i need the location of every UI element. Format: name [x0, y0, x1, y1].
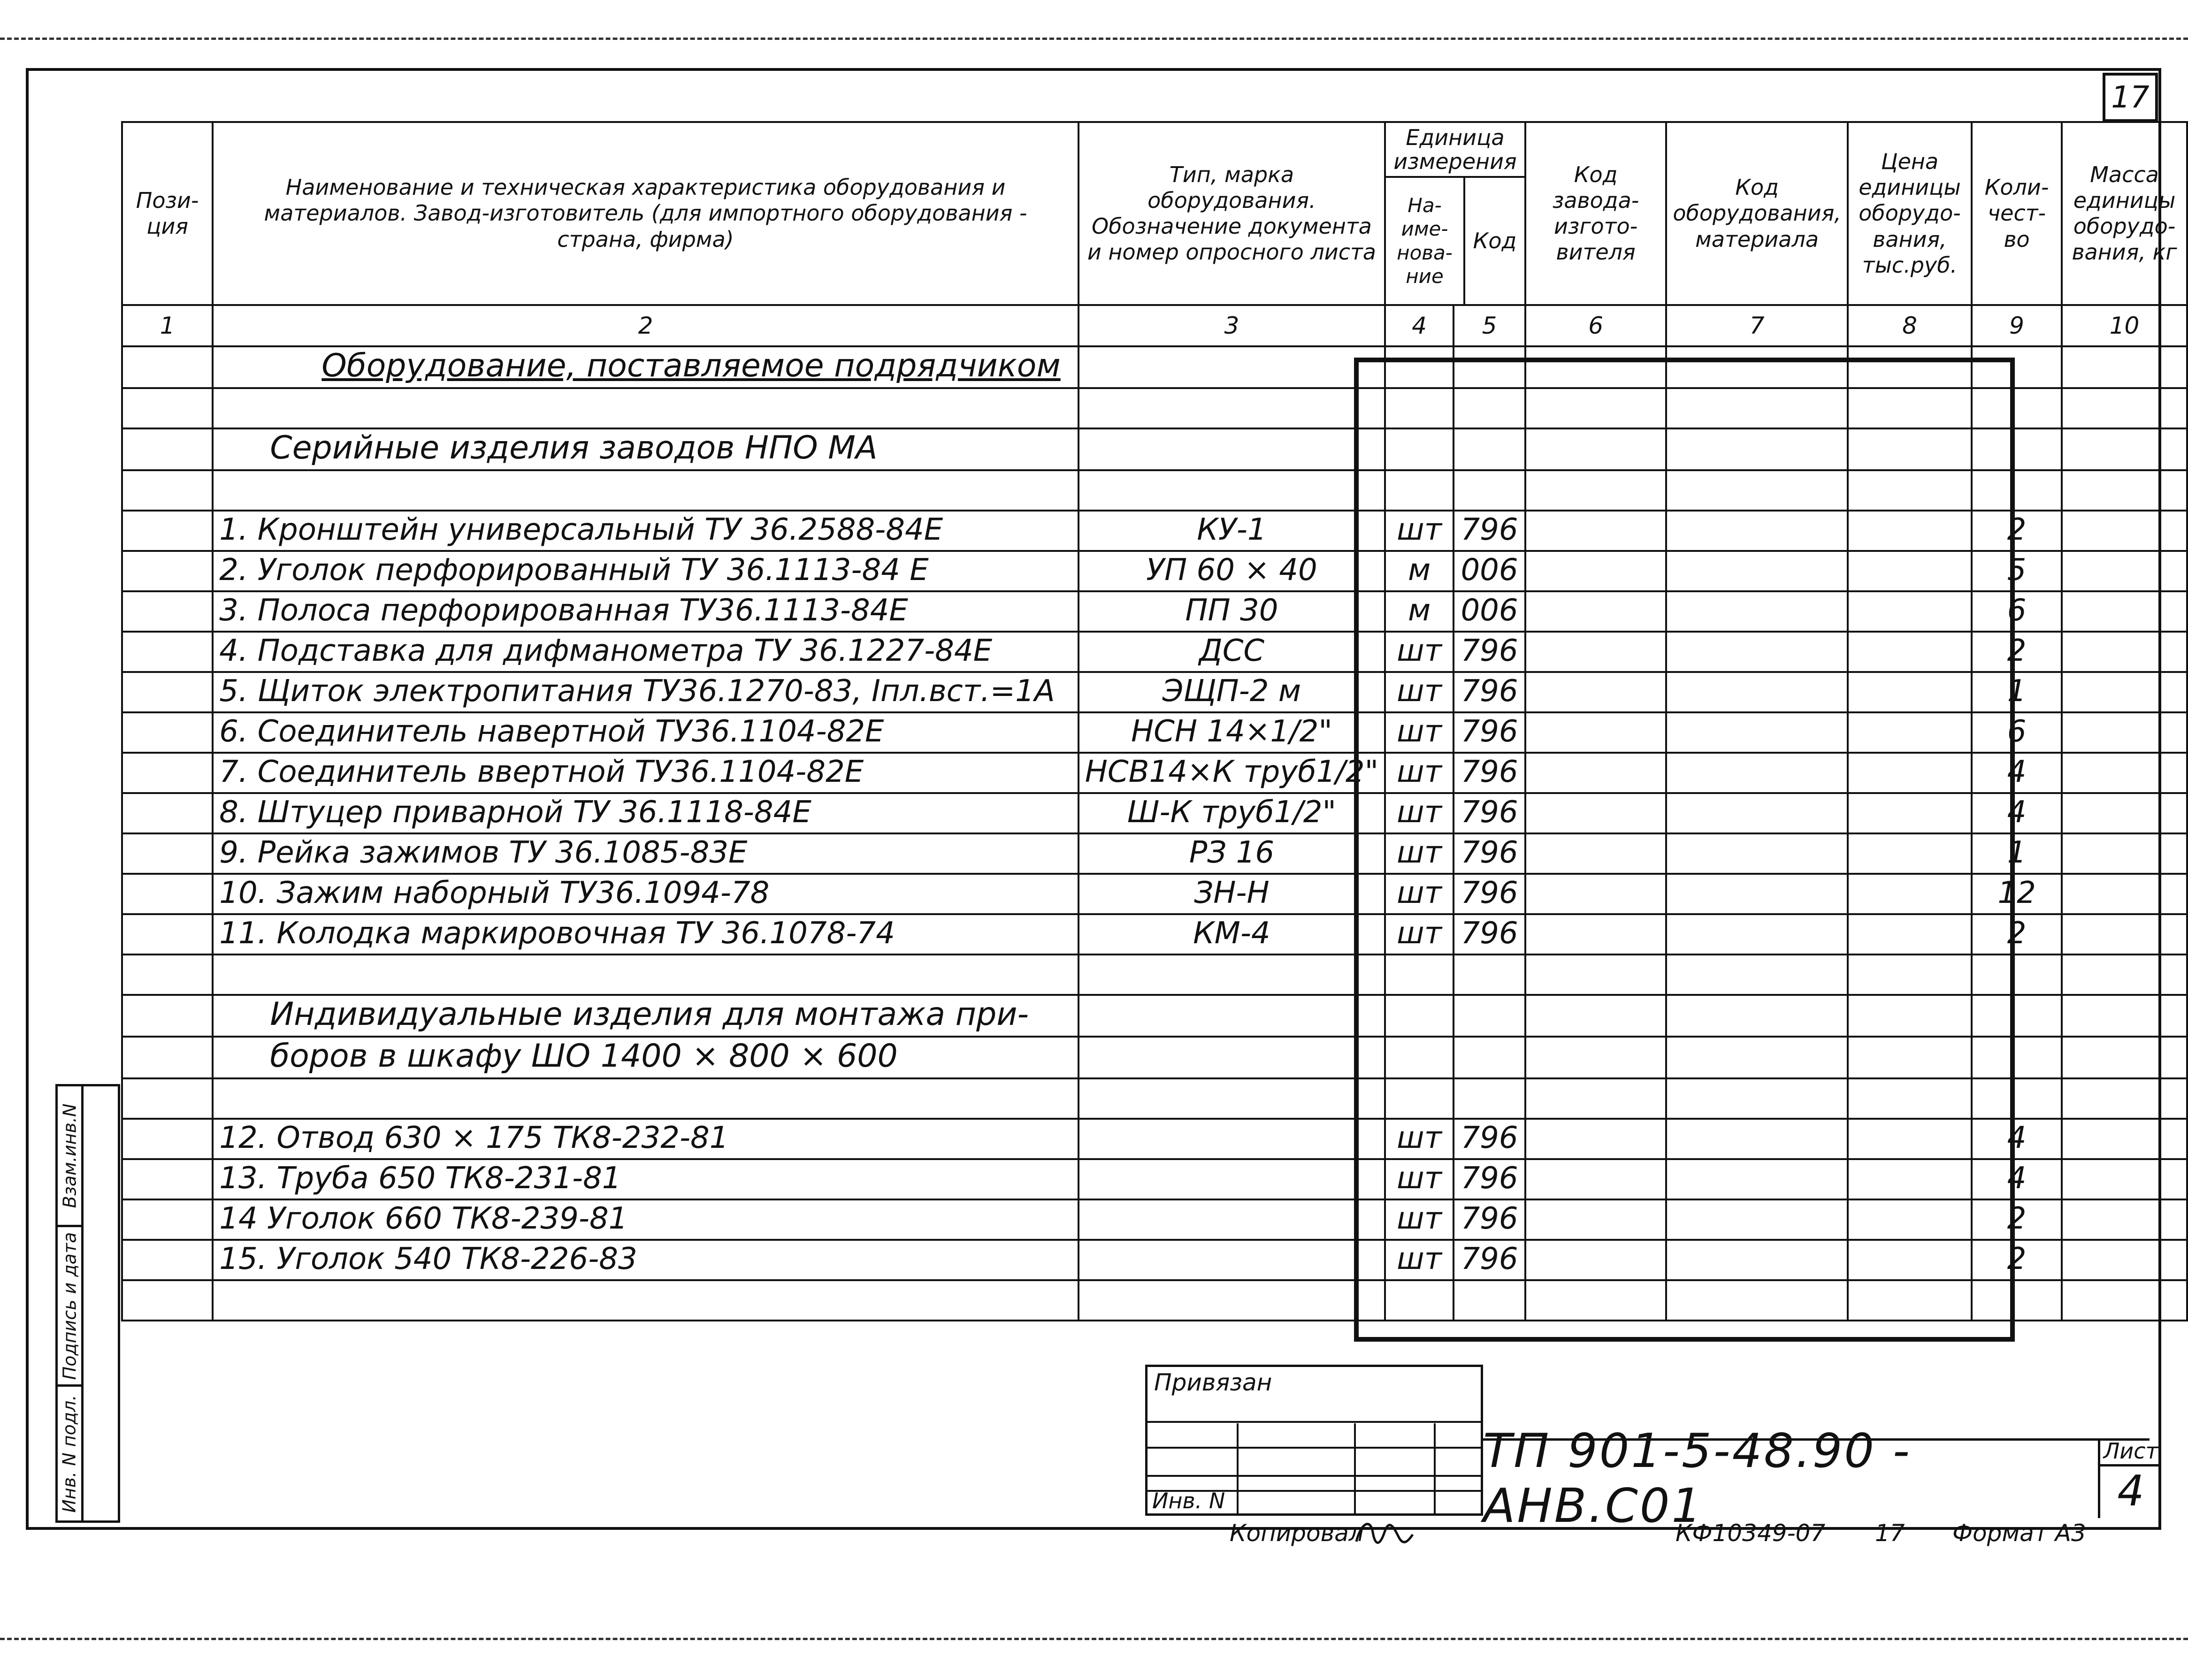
table-row: [122, 632, 2187, 672]
col-num: 5: [1454, 305, 1525, 346]
header-unit: Единица измерения: [1386, 123, 1524, 178]
table-row: [122, 1240, 2187, 1280]
cell-code: 796: [1454, 793, 1525, 833]
order-number: 17: [1875, 1520, 1905, 1547]
table-row: [122, 712, 2187, 753]
cell-name: 7. Соединитель ввертной ТУ36.1104-82Е: [213, 753, 1079, 793]
col-num: 10: [2062, 305, 2187, 346]
empty-row: [122, 955, 2187, 995]
cell-type: РЗ 16: [1079, 833, 1385, 874]
sheet-box: [2098, 1438, 2161, 1518]
copied-label: Копировал: [1230, 1520, 1364, 1547]
cell-unit: шт: [1385, 793, 1454, 833]
document-code: ТП 901-5-48.90 - АНВ.С01: [1483, 1423, 1912, 1533]
header-quantity: Коли- чест- во: [1972, 122, 2062, 305]
bottom-dashed-border: [0, 1638, 2188, 1640]
cell-name: 10. Зажим наборный ТУ36.1094-78: [213, 874, 1079, 914]
side-stamp-values: [84, 1084, 120, 1523]
cell-unit: шт: [1385, 672, 1454, 712]
cell-name: 4. Подставка для дифманометра ТУ 36.1227-84Е: [213, 632, 1079, 672]
cell-qty: 2: [1972, 1240, 2062, 1280]
header-unit-group: [1385, 122, 1525, 305]
subsection-row: [122, 1037, 2187, 1078]
cell-type: НСВ14×К труб1/2": [1079, 753, 1385, 793]
cell-unit: шт: [1385, 833, 1454, 874]
cell-code: 796: [1454, 712, 1525, 753]
table-row: [122, 1159, 2187, 1199]
header-equipment-code: Код оборудования, материала: [1666, 122, 1848, 305]
cell-qty: 6: [1972, 712, 2062, 753]
header-unit-name: На- име- нова- ние: [1386, 178, 1465, 304]
cell-code: 006: [1454, 551, 1525, 591]
cell-name: 11. Колодка маркировочная ТУ 36.1078-74: [213, 914, 1079, 955]
cell-type: КМ-4: [1079, 914, 1385, 955]
cell-name: 15. Уголок 540 ТК8-226-83: [213, 1240, 1079, 1280]
stamp-privyazan: Привязан: [1154, 1369, 1272, 1396]
subsection-title: боров в шкафу ШО 1400 × 800 × 600: [213, 1037, 1079, 1078]
cell-unit: шт: [1385, 1119, 1454, 1159]
cell-name: 14 Уголок 660 ТК8-239-81: [213, 1199, 1079, 1240]
header-unit-code: Код: [1473, 228, 1517, 253]
empty-row: [122, 1078, 2187, 1119]
empty-row: [122, 388, 2187, 428]
cell-code: 796: [1454, 1199, 1525, 1240]
cell-name: 8. Штуцер приварной ТУ 36.1118-84Е: [213, 793, 1079, 833]
specification-table: [121, 121, 2188, 1321]
cell-code: 796: [1454, 833, 1525, 874]
cell-code: 006: [1454, 591, 1525, 632]
column-number-row: [122, 305, 2187, 346]
col-num: 2: [213, 305, 1079, 346]
side-stamp: [55, 1084, 84, 1523]
cell-unit: шт: [1385, 1159, 1454, 1199]
table-row: [122, 753, 2187, 793]
cell-type: ПП 30: [1079, 591, 1385, 632]
cell-qty: 2: [1972, 914, 2062, 955]
cell-code: 796: [1454, 511, 1525, 551]
table-row: [122, 551, 2187, 591]
cell-code: 796: [1454, 632, 1525, 672]
col-num: 1: [122, 305, 213, 346]
header-plant-code: Код завода- изгото- вителя: [1525, 122, 1666, 305]
cell-qty: 2: [1972, 632, 2062, 672]
sheet-number: 4: [2117, 1466, 2144, 1516]
empty-row: [122, 1280, 2187, 1321]
side-vzam: Взам.инв.N: [58, 1086, 81, 1227]
cell-qty: 4: [1972, 753, 2062, 793]
cell-name: 5. Щиток электропитания ТУ36.1270-83, Iпл.вст.=1А: [213, 672, 1079, 712]
cell-qty: 2: [1972, 511, 2062, 551]
side-inv: Инв. N подл.: [59, 1394, 80, 1513]
cell-unit: шт: [1385, 914, 1454, 955]
cell-type: [1079, 1159, 1385, 1199]
subsection-row: [122, 428, 2187, 470]
header-row: [122, 122, 2187, 305]
col-num: 9: [1972, 305, 2062, 346]
cell-name: 6. Соединитель навертной ТУ36.1104-82Е: [213, 712, 1079, 753]
cell-unit: шт: [1385, 874, 1454, 914]
cell-type: [1079, 1119, 1385, 1159]
cell-qty: 2: [1972, 1199, 2062, 1240]
table-row: [122, 511, 2187, 551]
cell-unit: шт: [1385, 1240, 1454, 1280]
table-row: [122, 672, 2187, 712]
col-num: 6: [1525, 305, 1666, 346]
cell-qty: 12: [1972, 874, 2062, 914]
cell-unit: шт: [1385, 1199, 1454, 1240]
top-dashed-border: [0, 38, 2188, 40]
cell-unit: шт: [1385, 712, 1454, 753]
header-price: Цена единицы оборудо- вания, тыс.руб.: [1848, 122, 1972, 305]
table-row: [122, 914, 2187, 955]
cell-code: 796: [1454, 914, 1525, 955]
sheet-label: Лист: [2100, 1438, 2161, 1466]
subsection-title: Индивидуальные изделия для монтажа при-: [213, 995, 1079, 1037]
col-num: 3: [1079, 305, 1385, 346]
order-code: КФ10349-07: [1675, 1520, 1826, 1547]
cell-name: 9. Рейка зажимов ТУ 36.1085-83Е: [213, 833, 1079, 874]
stamp-inv: Инв. N: [1152, 1488, 1225, 1513]
col-num: 4: [1385, 305, 1454, 346]
cell-type: [1079, 1199, 1385, 1240]
cell-type: Ш-К труб1/2": [1079, 793, 1385, 833]
cell-type: [1079, 1240, 1385, 1280]
table-row: [122, 1119, 2187, 1159]
header-position: Пози- ция: [122, 122, 213, 305]
cell-qty: 6: [1972, 591, 2062, 632]
cell-code: 796: [1454, 672, 1525, 712]
cell-type: ЭЩП-2 м: [1079, 672, 1385, 712]
format-label: Формат А3: [1952, 1520, 2086, 1547]
cell-type: ДСС: [1079, 632, 1385, 672]
cell-name: 1. Кронштейн универсальный ТУ 36.2588-84Е: [213, 511, 1079, 551]
cell-unit: шт: [1385, 632, 1454, 672]
cell-type: УП 60 × 40: [1079, 551, 1385, 591]
cell-code: 796: [1454, 1119, 1525, 1159]
header-type: Тип, марка оборудования. Обозначение документа и номер опросного листа: [1079, 122, 1385, 305]
cell-qty: 1: [1972, 672, 2062, 712]
subsection-title: Серийные изделия заводов НПО МА: [213, 428, 1079, 470]
table-row: [122, 874, 2187, 914]
cell-unit: м: [1385, 591, 1454, 632]
cell-code: 796: [1454, 753, 1525, 793]
cell-name: 13. Труба 650 ТК8-231-81: [213, 1159, 1079, 1199]
cell-qty: 4: [1972, 1119, 2062, 1159]
empty-row: [122, 470, 2187, 511]
cell-unit: шт: [1385, 511, 1454, 551]
table-row: [122, 793, 2187, 833]
cell-unit: шт: [1385, 753, 1454, 793]
cell-type: КУ-1: [1079, 511, 1385, 551]
col-num: 8: [1848, 305, 1972, 346]
cell-type: ЗН-Н: [1079, 874, 1385, 914]
side-podpis: Подпись и дата: [58, 1227, 81, 1387]
header-mass: Масса единицы оборудо- вания, кг: [2062, 122, 2187, 305]
cell-type: НСН 14×1/2": [1079, 712, 1385, 753]
col-num: 7: [1666, 305, 1848, 346]
cell-code: 796: [1454, 1240, 1525, 1280]
cell-qty: 4: [1972, 1159, 2062, 1199]
section-row: [122, 346, 2187, 388]
table-row: [122, 591, 2187, 632]
section-title: Оборудование, поставляемое подрядчиком: [213, 346, 1079, 388]
cell-qty: 4: [1972, 793, 2062, 833]
cell-qty: 1: [1972, 833, 2062, 874]
subsection-row: [122, 995, 2187, 1037]
signature: [1352, 1513, 1417, 1551]
cell-code: 796: [1454, 1159, 1525, 1199]
cell-unit: м: [1385, 551, 1454, 591]
table-row: [122, 833, 2187, 874]
cell-name: 12. Отвод 630 × 175 ТК8-232-81: [213, 1119, 1079, 1159]
cell-name: 2. Уголок перфорированный ТУ 36.1113-84 Е: [213, 551, 1079, 591]
sheet-number-top: 17: [2103, 73, 2158, 122]
table-row: [122, 1199, 2187, 1240]
binding-stamp: [1145, 1365, 1483, 1516]
header-name: Наименование и техническая характеристика оборудования и материалов. Завод-изготовитель (для импортного оборудования - страна, фирма): [213, 122, 1079, 305]
cell-qty: 5: [1972, 551, 2062, 591]
cell-code: 796: [1454, 874, 1525, 914]
cell-name: 3. Полоса перфорированная ТУ36.1113-84Е: [213, 591, 1079, 632]
